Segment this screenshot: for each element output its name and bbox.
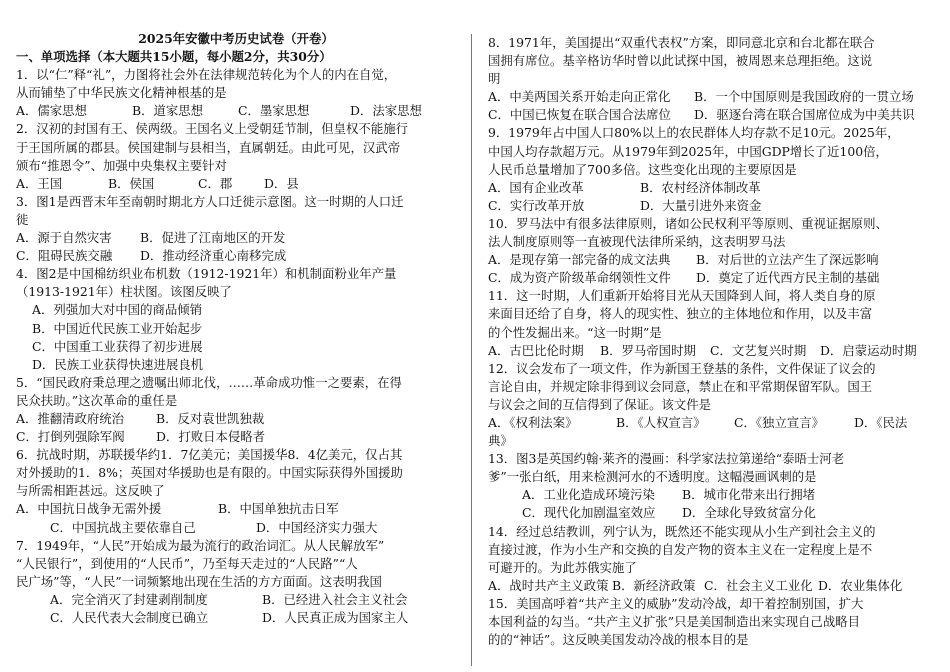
question-14 [488,523,928,595]
option-d: D．奠定了近代西方民主制的基础 [696,270,880,286]
option-b: B．中国近代民族工业开始起步 [32,320,203,336]
question-text: 民众扶助。”这次革命的重任是 [16,392,178,408]
question-13 [488,450,928,522]
option-c: C．人民代表大会制度已确立 [50,610,209,625]
option-a: A．是现存第一部完备的成文法典 [488,252,671,268]
question-text: 中国人均存款超万元。从1979年到2025年，中国GDP增长了近100倍， [488,143,888,159]
question-15 [488,595,928,649]
option-a: A．中国抗日战争无需外援 [16,501,162,517]
option-c: C．成为资产阶级革命纲领性文件 [488,270,671,286]
option-a: A．古巴比伦时期 [488,342,584,358]
option-d: D．中国经济实力强大 [256,519,378,535]
option-b: B．已经进入社会主义社会 [262,591,408,607]
question-text: 10．罗马法中有很多法律原则，诸如公民权利平等原则、重视证据原则、 [488,215,888,231]
option-d: D．大量引进外来资金 [640,197,762,213]
question-text: 5．“国民政府秉总理之遗嘱出师北伐，……革命成功惟一之要素，在得 [16,374,402,390]
question-text: 8．1971年，美国提出“双重代表权”方案，即同意北京和台北都在联合 [488,35,875,50]
question-text: “人民银行”，到使用的“人民币”，乃至每天走过的“人民路”“人 [16,555,358,571]
question-text: 来面目还给了自身，将人的现实性、独立的主体地位和作用，以及丰富 [488,306,873,322]
question-text: 明 [488,71,501,87]
option-b: B．一个中国原则是我国政府的一贯立场 [694,89,914,105]
option-d: D．法家思想 [350,103,422,119]
question-text: 徙 [16,211,29,227]
option-a: A．《权利法案》 [488,414,578,430]
question-text: 于王国所属的郡县。侯国建制与县相当，直属朝廷。由此可见，汉武帝 [16,139,401,155]
option-b: B．中国单独抗击日军 [218,501,339,517]
option-d: D．人民真正成为国家主人 [262,610,409,625]
option-a: A．工业化造成环境污染 [522,487,655,503]
option-d: D．民族工业获得快速进展良机 [32,356,204,372]
option-a: A．战时共产主义政策 [488,577,609,593]
option-a: A．列强加大对中国的商品倾销 [32,302,203,318]
option-c: C．文艺复兴时期 [710,342,807,358]
option-b: B．《人权宣言》 [616,414,706,430]
question-1 [16,66,456,120]
question-text: 7．1949年，“人民”开始成为最为流行的政治词汇。从人民解放军” [16,537,385,553]
option-c: C．现代化加剧温室效应 [522,505,656,521]
question-text: 颁布“推恩令”、加强中央集权主要针对 [16,157,227,173]
option-d: D．县 [264,175,299,191]
question-11 [488,287,928,359]
question-text: 15．美国高呼着“共产主义的威胁”发动冷战，却干着控制别国，扩大 [488,595,864,611]
option-d: D．打败日本侵略者 [156,429,266,445]
option-a: A．推翻清政府统治 [16,410,125,426]
question-text: 3．图1是西晋末年至南朝时期北方人口迁徙示意图。这一时期的人口迁 [16,193,404,209]
option-d: D．推动经济重心南移完成 [140,248,287,264]
question-text: 13．图3是英国约翰·莱齐的漫画：科学家法拉第递给“泰晤士河老 [488,451,845,467]
question-text: 14．经过总结教训，列宁认为，既然还不能实现从小生产到社会主义的 [488,523,876,539]
option-d: D．启蒙运动时期 [820,342,917,358]
option-c: C．中国已恢复在联合国合法席位 [488,107,671,123]
question-text: 11．这一时期，人们重新开始将目光从天国降到人间，将人类自身的原 [488,288,876,304]
question-7 [16,537,456,627]
option-d: D．《民法 [854,414,908,430]
option-d: D．驱逐台湾在联合国席位成为中美共识 [694,107,915,123]
question-text: 的个性发掘出来。“这一时期”是 [488,324,662,340]
option-c: C．打倒列强除军阀 [16,429,125,445]
question-text: 与议会之间的互信得到了保证。该文件是 [488,396,712,412]
question-6 [16,446,456,536]
column-divider [471,34,472,666]
option-c: C．《独立宣言》 [734,414,825,430]
question-text: 9．1979年占中国人口80%以上的农民群体人均存款不足10元。2025年， [488,125,900,141]
question-text: 法人制度原则等一直被现代法律所采纳，这表明罗马法 [488,234,786,250]
option-c: C．墨家思想 [238,103,310,119]
option-b: B．反对袁世凯独裁 [156,410,265,426]
question-10 [488,215,928,287]
option-b: B．道家思想 [132,103,204,119]
question-5 [16,374,456,446]
option-b: B．侯国 [108,175,155,191]
question-4 [16,265,456,374]
question-text: 民广场”等，“人民”一词频繁地出现在生活的方方面面。这表明我国 [16,573,382,589]
question-text: 言论自由，并规定除非得到议会同意，禁止在和平常期保留军队。国王 [488,378,873,394]
question-text: 可避开的。为此苏俄实施了 [488,559,637,575]
question-9 [488,124,928,214]
question-text: 的的“神话”。这反映美国发动冷战的根本目的是 [488,632,749,648]
option-b: B．对后世的立法产生了深远影响 [696,252,879,268]
question-text: 12．议会发布了一项文件，作为新国王登基的条件，文件保证了议会的 [488,360,876,376]
option-a: A．国有企业改革 [488,179,584,195]
option-c: C．中国重工业获得了初步进展 [32,338,203,354]
option-b: B．城市化带来出行拥堵 [682,487,816,503]
option-b: B．农村经济体制改革 [640,179,761,195]
option-d: D．农业集体化 [818,577,903,593]
question-text: 1．以“仁”释“礼”，力图将社会外在法律规范转化为个人的内在自觉， [16,67,397,83]
option-c: C．郡 [198,175,233,191]
option-a: A．完全消灭了封建剥削制度 [50,591,208,607]
question-text: 人民币总量增加了700多倍。这些变化出现的主要原因是 [488,161,797,177]
question-text: 直接过渡，作为小生产和交换的自发产物的资本主义在一定程度上是不 [488,541,873,557]
question-text: 爹”一张白纸，用来检测河水的不透明度。这幅漫画讽刺的是 [488,469,817,485]
question-text: 对外援助的1．8%；英国对华援助也是有限的。中国实际获得外国援助 [16,465,403,481]
option-b: B．罗马帝国时期 [600,342,696,358]
option-d: D．全球化导致贫富分化 [682,505,816,521]
question-3 [16,193,456,265]
question-text: 4．图2是中国棉纺织业布机数（1912-1921年）和机制面粉业年产量 [16,266,397,282]
option-a: A．源于自然灾害 [16,230,112,246]
question-text: 本国利益的勾当。“共产主义扩张”只是美国制造出来实现自己战略目 [488,614,860,629]
option-a: A．儒家思想 [16,103,87,119]
option-c: C．实行改革开放 [488,197,585,213]
question-text: 2．汉初的封国有王、侯两级。王国名义上受朝廷节制，但皇权不能施行 [16,121,408,137]
option-c: C．中国抗战主要依靠自己 [50,519,196,535]
question-8 [488,34,928,124]
question-2 [16,120,456,192]
option-b: B．新经济政策 [612,577,696,593]
section-heading: 一、单项选择（本大题共15小题，每小题2分，共30分） [16,49,332,65]
question-text: 从而铺垫了中华民族文化精神根基的是 [16,85,227,101]
option-d-continued: 典》 [488,433,513,449]
left-column [16,30,456,627]
option-c: C．阻碍民族交融 [16,248,113,264]
exam-title: 2025年安徽中考历史试卷（开卷） [138,31,334,46]
question-text: 与所需相距甚远。这反映了 [16,483,165,499]
option-b: B．促进了江南地区的开发 [140,230,286,246]
right-column [488,34,928,649]
question-text: （1913-1921年）柱状图。该图反映了 [16,284,232,300]
question-text: 6．抗战时期，苏联援华约1．7亿美元；美国援华8．4亿美元，仅占其 [16,447,403,463]
question-12 [488,360,928,450]
option-c: C．社会主义工业化 [704,577,813,593]
option-a: A．王国 [16,175,63,191]
option-a: A．中美两国关系开始走向正常化 [488,89,671,105]
question-text: 国拥有席位。基辛格访华时曾以此试探中国，被周恩来总理拒绝。这说 [488,53,873,69]
